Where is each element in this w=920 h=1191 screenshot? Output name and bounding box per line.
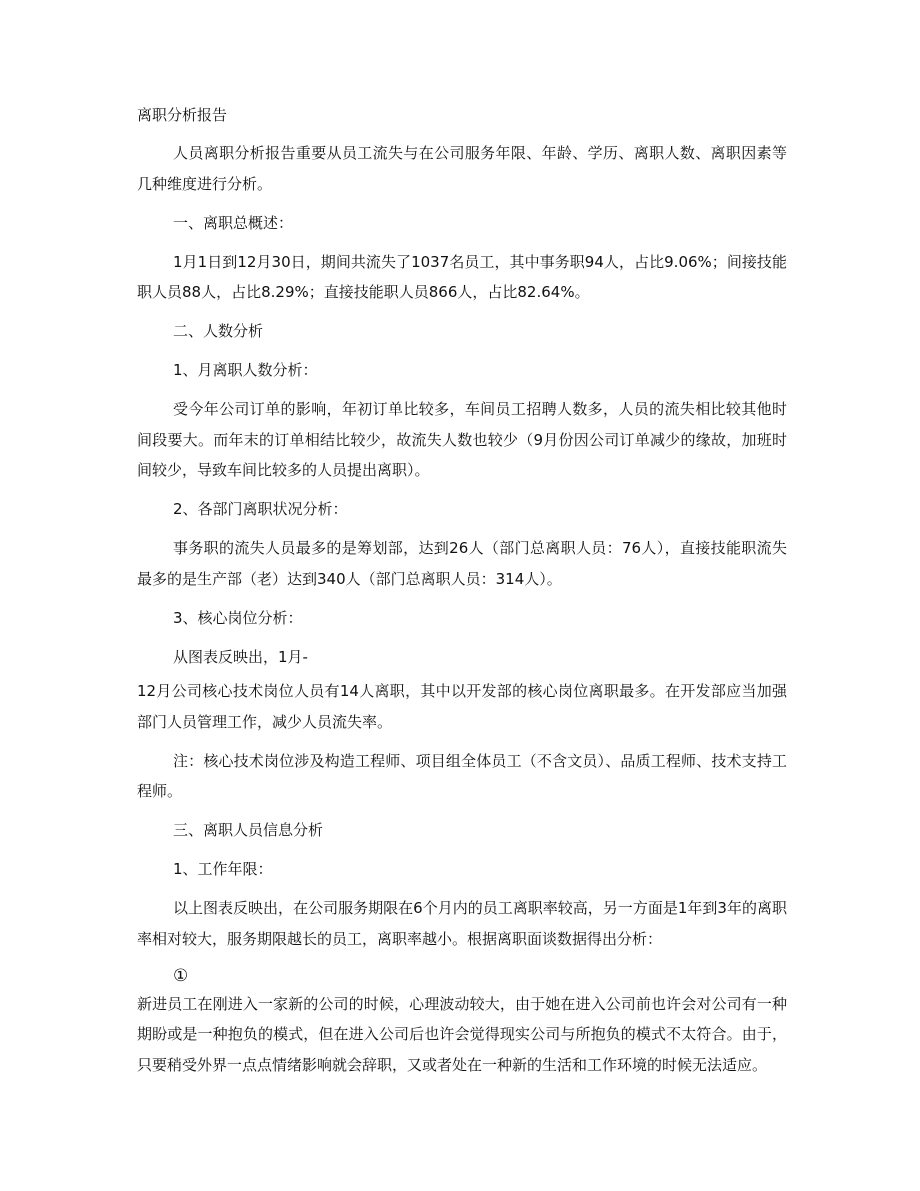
core-positions-note: 注：核心技术岗位涉及构造工程师、项目组全体员工（不含文员）、品质工程师、技术支持工程师。 xyxy=(137,751,787,800)
document-title: 离职分析报告 xyxy=(137,106,228,124)
section-heading-headcount: 二、人数分析 xyxy=(173,322,264,340)
departments-paragraph: 事务职的流失人员最多的是筹划部，达到26人（部门总离职人员：76人），直接技能职流失最多的是生产部（老）达到340人（部门总离职人员：314人）。 xyxy=(137,539,787,588)
intro-paragraph: 人员离职分析报告重要从员工流失与在公司服务年限、年龄、学历、离职人数、离职因素等几种维度进行分析。 xyxy=(137,144,787,193)
section-heading-overview: 一、离职总概述： xyxy=(173,213,294,232)
new-employee-paragraph: 新进员工在刚进入一家新的公司的时候，心理波动较大，由于她在进入公司前也许会对公司有一种期盼或是一种抱负的模式，但在进入公司后也许会觉得现实公司与所抱负的模式不太符合。由于，只要稍受外界一点点情绪影响就会辞职，又或者处在一种新的生活和工作环境的时候无法适应。 xyxy=(137,994,787,1074)
core-positions-lead: 从图表反映出，1月- xyxy=(173,647,308,666)
overview-paragraph: 1月1日到12月30日，期间共流失了1037名员工，其中事务职94人，占比9.06%；间接技能职人员88人，占比8.29%；直接技能职人员866人，占比82.64%。 xyxy=(137,252,787,301)
subheading-core-positions: 3、核心岗位分析： xyxy=(173,608,303,627)
subheading-monthly: 1、月离职人数分析： xyxy=(173,361,318,379)
monthly-paragraph: 受今年公司订单的影响，年初订单比较多，车间员工招聘人数多，人员的流失相比较其他时间段要大。而年末的订单相结比较少，故流失人数也较少（9月份因公司订单减少的缘故，加班时间较少，导致车间比较多的人员提出离职）。 xyxy=(137,400,787,479)
circled-number-one: ① xyxy=(173,965,189,986)
document-body xyxy=(137,138,787,1089)
tenure-paragraph: 以上图表反映出，在公司服务期限在6个月内的员工离职率较高，另一方面是1年到3年的离职率相对较大，服务期限越长的员工，离职率越小。根据离职面谈数据得出分析： xyxy=(137,899,787,948)
subheading-departments: 2、各部门离职状况分析： xyxy=(173,500,348,518)
section-heading-employee-info: 三、离职人员信息分析 xyxy=(173,821,324,839)
core-positions-paragraph: 12月公司核心技术岗位人员有14人离职，其中以开发部的核心岗位离职最多。在开发部应当加强部门人员管理工作，减少人员流失率。 xyxy=(137,682,787,731)
subheading-tenure: 1、工作年限： xyxy=(173,860,273,878)
